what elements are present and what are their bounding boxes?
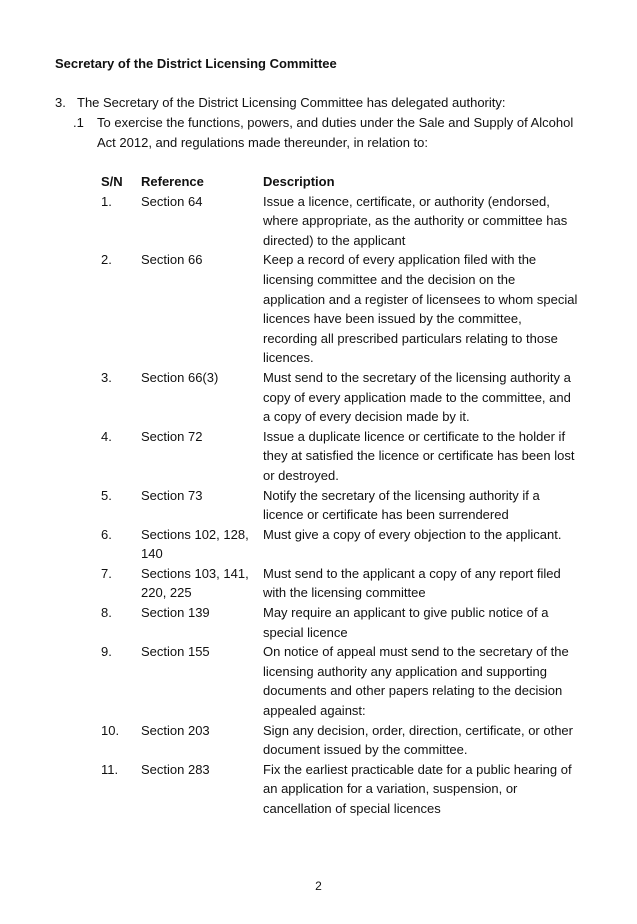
table-header-row bbox=[101, 172, 579, 192]
row-description: Issue a licence, certificate, or authority (endorsed, where appropriate, as the authority or committee has directed) to the applicant bbox=[263, 193, 568, 248]
row-sn: 8. bbox=[101, 605, 112, 621]
header-description: Description bbox=[263, 174, 335, 189]
row-reference: Section 203 bbox=[141, 722, 210, 738]
row-reference: Section 66(3) bbox=[141, 369, 219, 385]
row-reference: Section 73 bbox=[141, 487, 203, 503]
table-row bbox=[101, 525, 579, 564]
row-sn: 2. bbox=[101, 252, 112, 268]
row-reference: Section 155 bbox=[141, 644, 210, 660]
subclause-number: .1 bbox=[73, 115, 84, 130]
table-row bbox=[101, 721, 579, 760]
row-description: Issue a duplicate licence or certificate to the holder if they at satisfied the licence or certificate has been lost or destroyed. bbox=[263, 428, 575, 483]
row-reference: Section 66 bbox=[141, 252, 203, 268]
header-reference: Reference bbox=[141, 174, 204, 189]
table-row bbox=[101, 760, 579, 819]
table-row bbox=[101, 192, 579, 251]
row-sn: 9. bbox=[101, 644, 112, 660]
delegations-table bbox=[101, 172, 579, 819]
table-row bbox=[101, 603, 579, 642]
row-sn: 4. bbox=[101, 428, 112, 444]
clause-text: The Secretary of the District Licensing Committee has delegated authority: bbox=[77, 95, 506, 110]
clause-number: 3. bbox=[55, 95, 66, 110]
row-description: May require an applicant to give public notice of a special licence bbox=[263, 605, 549, 640]
row-description: Must send to the applicant a copy of any report filed with the licensing committee bbox=[263, 565, 561, 601]
clause-3 bbox=[55, 93, 506, 113]
row-reference: Section 64 bbox=[141, 193, 203, 209]
subclause-1 bbox=[73, 113, 583, 152]
table-row bbox=[101, 564, 579, 603]
table-row bbox=[101, 486, 579, 525]
section-heading: Secretary of the District Licensing Committee bbox=[55, 56, 337, 71]
row-description: On notice of appeal must send to the secretary of the licensing authority any application and supporting documents and other papers relating to the decision appealed against: bbox=[263, 644, 569, 719]
table-row bbox=[101, 250, 579, 368]
row-reference: Section 139 bbox=[141, 605, 210, 621]
page-number: 2 bbox=[315, 879, 322, 893]
row-description: Keep a record of every application filed with the licensing committee and the decision on the application and a register of licensees to whom special licences have been issued by the committee, recording all prescribed particulars relating to those licences. bbox=[263, 252, 578, 366]
row-sn: 5. bbox=[101, 487, 112, 503]
row-sn: 10. bbox=[101, 722, 120, 738]
row-description: Must give a copy of every objection to the applicant. bbox=[263, 526, 562, 542]
row-description: Must send to the secretary of the licensing authority a copy of every application made to the committee, and a copy of every decision made by it. bbox=[263, 369, 571, 425]
row-reference: Section 72 bbox=[141, 428, 203, 444]
row-sn: 1. bbox=[101, 193, 112, 209]
row-description: Fix the earliest practicable date for a public hearing of an application for a variation, suspension, or cancellation of special licences bbox=[263, 761, 572, 816]
row-sn: 6. bbox=[101, 526, 112, 542]
row-description: Notify the secretary of the licensing authority if a licence or certificate has been surrendered bbox=[263, 487, 540, 523]
table-row bbox=[101, 427, 579, 486]
row-reference: Sections 102, 128, 140 bbox=[141, 526, 249, 562]
table-row bbox=[101, 642, 579, 720]
header-sn: S/N bbox=[101, 174, 123, 189]
row-reference: Section 283 bbox=[141, 761, 210, 777]
row-description: Sign any decision, order, direction, certificate, or other document issued by the committee. bbox=[263, 722, 573, 758]
table-row bbox=[101, 368, 579, 427]
row-reference: Sections 103, 141, 220, 225 bbox=[141, 565, 249, 601]
subclause-text: To exercise the functions, powers, and duties under the Sale and Supply of Alcohol Act 2012, and regulations made thereunder, in relation to: bbox=[97, 115, 574, 150]
row-sn: 11. bbox=[101, 761, 119, 777]
row-sn: 3. bbox=[101, 369, 112, 385]
row-sn: 7. bbox=[101, 565, 112, 581]
